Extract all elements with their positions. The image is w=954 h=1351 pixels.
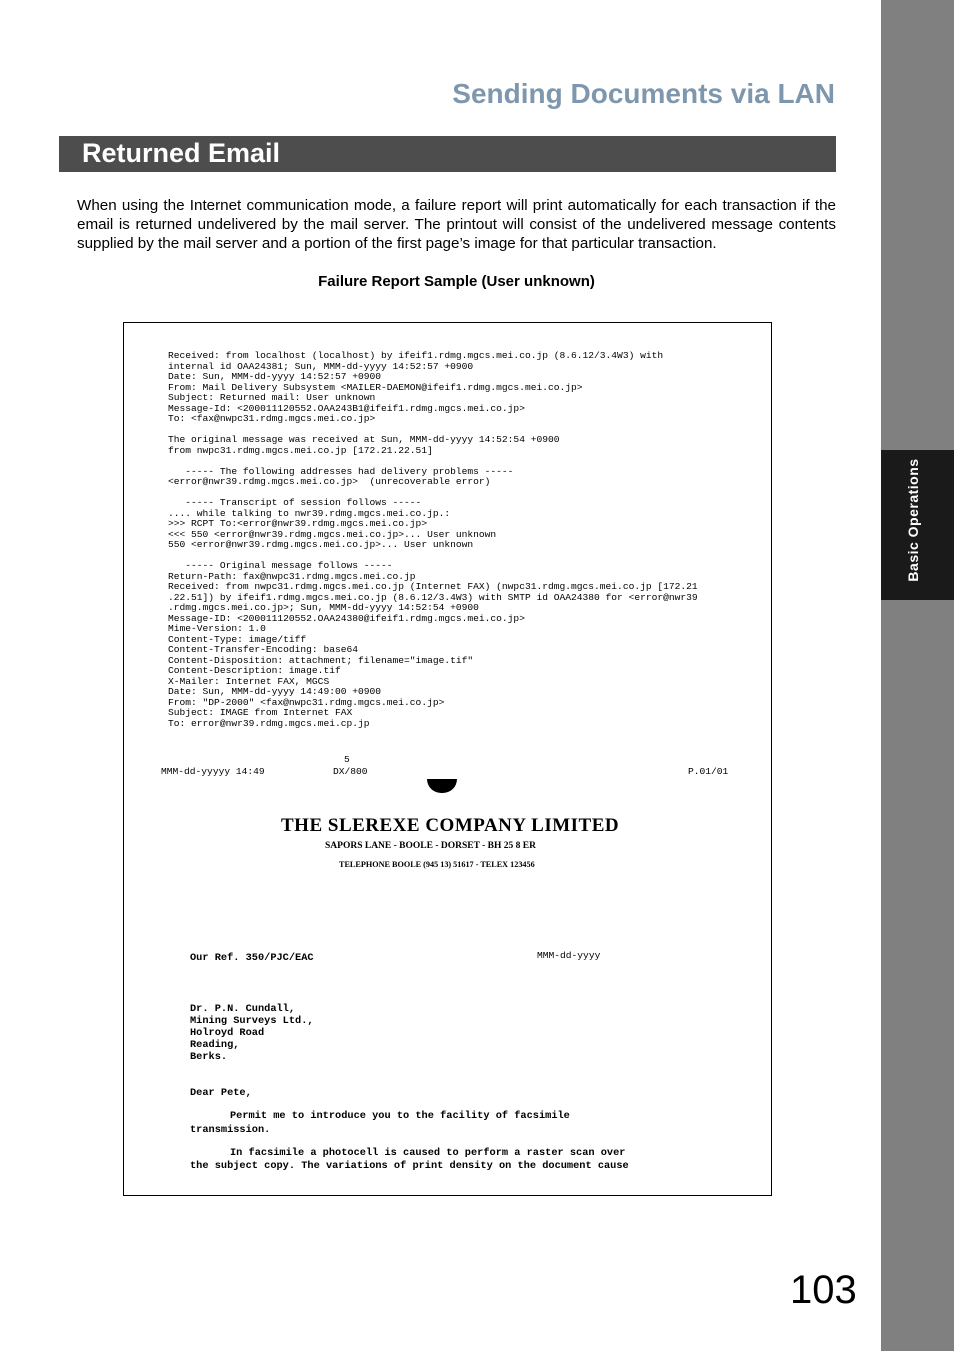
chapter-tab-label: Basic Operations bbox=[905, 458, 921, 582]
fax-image-mark bbox=[427, 779, 457, 793]
letter-salutation: Dear Pete, bbox=[190, 1087, 252, 1099]
fax-footer-model: DX/800 bbox=[333, 766, 368, 777]
email-header-text: Received: from localhost (localhost) by ifeif1.rdmg.mgcs.mei.co.jp (8.6.12/3.4W3) with internal id OAA24381; Sun, MMM-dd-yyyy 14:52:57 +0900 Date: Sun, MMM-dd-yyyy 14:52:57 +0900 From: Mail Delivery Subsystem <MAILER-DAEMON@ifeif1.rdmg.mgcs.mei.co.jp> Subject: Returned mail: User unknown Message-Id: <200011120552.OAA243B1@ifeif1.rdmg.mgcs.mei.co.jp> To: <fax@nwpc31.rdmg.mgcs.mei.co.jp> The original message was received at Sun, MMM-dd-yyyy 14:52:54 +0900 from nwpc31.rdmg.mgcs.mei.co.jp [172.21.22.51] ----- The following addresses had delivery problems ----- <error@nwr39.rdmg.mgcs.mei.co.jp> (unrecoverable error) ----- Transcript of session follows ----- .... while talking to nwr39.rdmg.mgcs.mei.co.jp.: >>> RCPT To:<error@nwr39.rdmg.mgcs.mei.co.jp> <<< 550 <error@nwr39.rdmg.mgcs.mei.co.jp>... User unknown 550 <error@nwr39.rdmg.mgcs.mei.co.jp>... User unknown ----- Original message follows ----- Return-Path: fax@nwpc31.rdmg.mgcs.mei.co.jp Received: from nwpc31.rdmg.mgcs.mei.co.jp (Internet FAX) (nwpc31.rdmg.mgcs.mei.co.jp [172.21 .22.51]) by ifeif1.rdmg.mgcs.mei.co.jp (8.6.12/3.4W3) with SMTP id OAA24380 for <error@nwr39 .rdmg.mgcs.mei.co.jp>; Sun, MMM-dd-yyyy 14:52:54 +0900 Message-ID: <200011120552.OAA24380@ifeif1.rdmg.mgcs.mei.co.jp> Mime-Version: 1.0 Content-Type: image/tiff Content-Transfer-Encoding: base64 Content-Disposition: attachment; filename="image.tif" Content-Description: image.tif X-Mailer: Internet FAX, MGCS Date: Sun, MMM-dd-yyyy 14:49:00 +0900 From: "DP-2000" <fax@nwpc31.rdmg.mgcs.mei.co.jp> Subject: IMAGE from Internet FAX To: error@nwr39.rdmg.mgcs.mei.cp.jp bbox=[168, 350, 698, 729]
letter-reference: Our Ref. 350/PJC/EAC bbox=[190, 952, 314, 964]
letter-paragraph-line: Permit me to introduce you to the facility of facsimile bbox=[230, 1110, 570, 1122]
intro-paragraph: When using the Internet communication mode, a failure report will print automatically for each transaction if the email is returned undelivered by the mail server. The printout will consist of the undelivered message contents supplied by the mail server and a portion of the first page’s image for that particular transaction. bbox=[77, 197, 836, 252]
letter-paragraph-line: In facsimile a photocell is caused to perform a raster scan over bbox=[230, 1147, 626, 1159]
page-number: 103 bbox=[790, 1268, 857, 1312]
letterhead-company-name: THE SLEREXE COMPANY LIMITED bbox=[281, 815, 620, 836]
side-margin-bar bbox=[881, 0, 954, 1351]
letter-date: MMM-dd-yyyy bbox=[537, 950, 601, 961]
letterhead-address: SAPORS LANE - BOOLE - DORSET - BH 25 8 ER bbox=[325, 841, 536, 851]
fax-footer-page: P.01/01 bbox=[688, 766, 729, 777]
letter-address-line: Reading, bbox=[190, 1039, 240, 1051]
letterhead-phone: TELEPHONE BOOLE (945 13) 51617 - TELEX 123456 bbox=[339, 860, 535, 869]
letter-address-line: Dr. P.N. Cundall, bbox=[190, 1003, 296, 1015]
section-title: Returned Email bbox=[82, 138, 281, 168]
figure-caption: Failure Report Sample (User unknown) bbox=[318, 273, 595, 290]
failure-report-sample bbox=[123, 322, 772, 1196]
letter-paragraph-line: transmission. bbox=[190, 1124, 271, 1136]
page-header-title: Sending Documents via LAN bbox=[452, 78, 835, 109]
fax-footer-date: MMM-dd-yyyyy 14:49 bbox=[161, 766, 265, 777]
fax-page-count: 5 bbox=[344, 754, 350, 765]
letter-paragraph-line: the subject copy. The variations of print density on the document cause bbox=[190, 1160, 629, 1172]
letter-address-line: Berks. bbox=[190, 1051, 228, 1063]
letter-address-line: Mining Surveys Ltd., bbox=[190, 1015, 314, 1027]
letter-address-line: Holroyd Road bbox=[190, 1027, 265, 1039]
